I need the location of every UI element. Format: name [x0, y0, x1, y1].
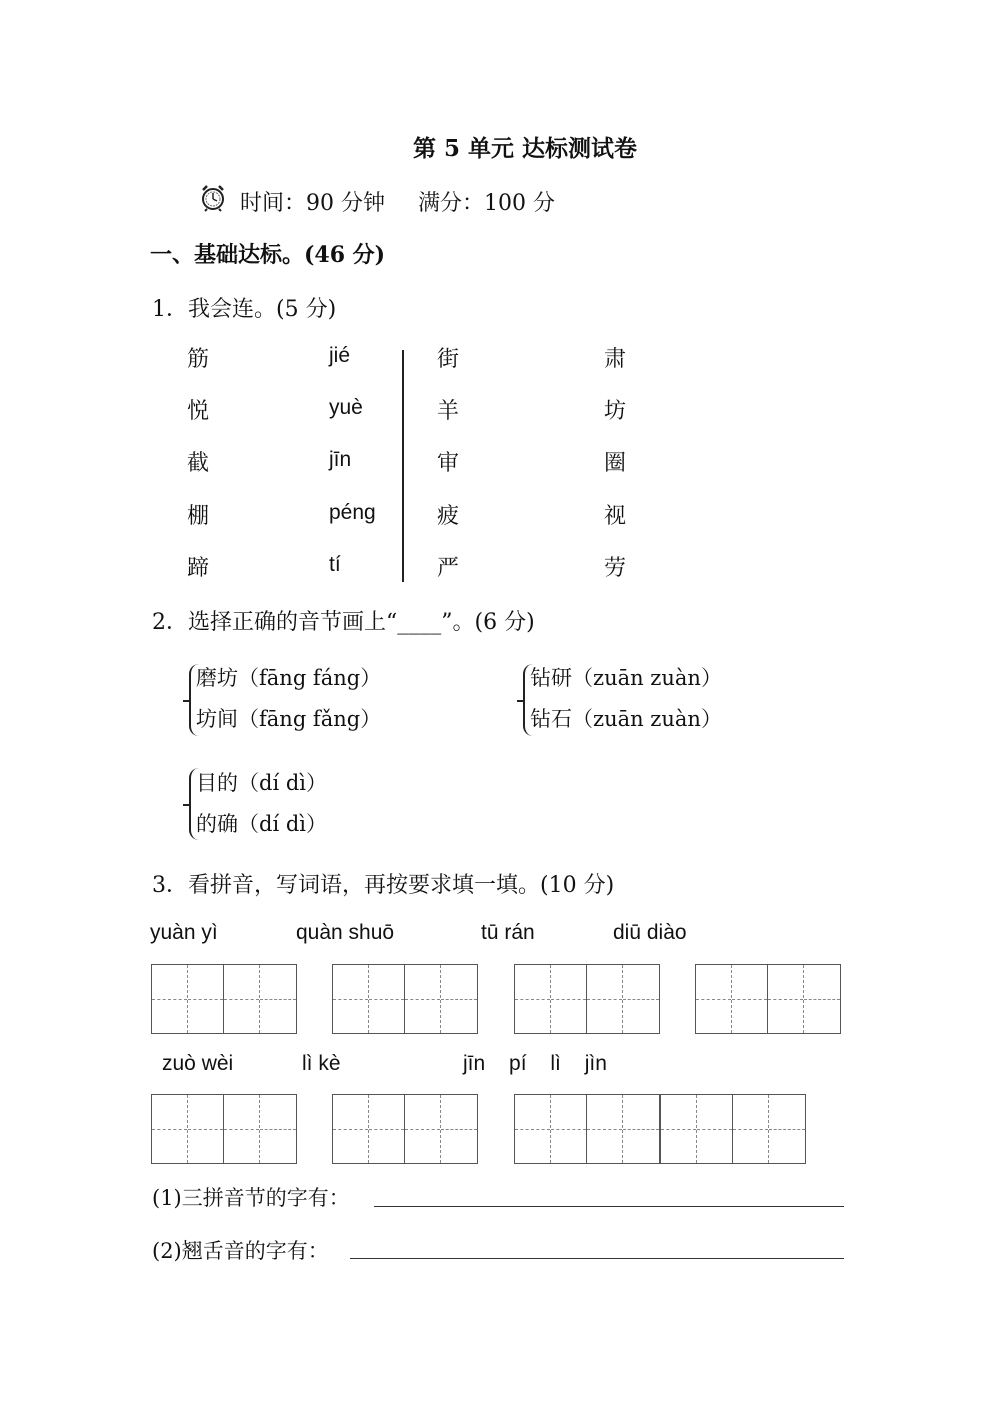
question-2-label: 2．选择正确的音节画上“____”。(6 分)	[152, 610, 535, 635]
pinyin-choice: 的确（dí dì）	[196, 812, 327, 836]
exam-meta	[240, 186, 581, 217]
match-pinyin: péng	[329, 501, 376, 524]
match-right-char: 街	[437, 347, 460, 372]
word-pinyin: tū rán	[481, 921, 535, 944]
answer-line-2[interactable]	[350, 1258, 844, 1259]
match-pinyin: jīn	[329, 448, 352, 471]
writing-grid[interactable]	[695, 964, 841, 1034]
pinyin-choice: 目的（dí dì）	[196, 771, 327, 795]
match-pinyin: yuè	[329, 396, 363, 419]
question-3-label: 3．看拼音，写词语，再按要求填一填。(10 分)	[152, 873, 615, 898]
match-left-char: 悦	[187, 399, 210, 424]
fill-in-label-2: (2)翘舌音的字有：	[152, 1239, 329, 1263]
match-left-char: 棚	[187, 504, 210, 529]
word-pinyin: diū diào	[613, 921, 687, 944]
match-left-char: 筋	[187, 347, 210, 372]
match-left-char: 截	[187, 451, 210, 476]
pinyin-choice: 坊间（fāng fǎng）	[196, 707, 382, 731]
page-title: 第 5 单元 达标测试卷	[412, 135, 638, 162]
writing-grid[interactable]	[332, 1094, 478, 1164]
word-pinyin: zuò wèi	[162, 1052, 234, 1075]
match-left-char: 蹄	[187, 556, 210, 581]
match-pair-char: 劳	[604, 556, 627, 581]
match-pair-char: 圈	[604, 451, 627, 476]
column-divider	[402, 350, 404, 582]
writing-grid[interactable]	[151, 964, 297, 1034]
match-right-char: 羊	[437, 399, 460, 424]
exam-score: 满分：100 分	[418, 191, 555, 216]
writing-grid[interactable]	[514, 964, 660, 1034]
pinyin-choice: 钻研（zuān zuàn）	[530, 666, 722, 690]
fill-in-label-1: (1)三拼音节的字有：	[152, 1186, 350, 1210]
word-pinyin: quàn shuō	[296, 921, 395, 944]
section-heading: 一、基础达标。(46 分)	[150, 242, 386, 268]
pinyin-choice: 磨坊（fāng fáng）	[196, 666, 382, 690]
exam-time: 时间：90 分钟	[240, 191, 385, 216]
writing-grid[interactable]	[332, 964, 478, 1034]
match-right-char: 审	[437, 451, 460, 476]
word-pinyin: jīn pí lì jìn	[463, 1052, 607, 1075]
match-pair-char: 视	[604, 504, 627, 529]
alarm-clock-icon	[198, 182, 228, 212]
writing-grid[interactable]	[514, 1094, 660, 1164]
word-pinyin: yuàn yì	[150, 921, 218, 944]
match-pinyin: tí	[329, 553, 341, 576]
match-pinyin: jié	[329, 344, 351, 367]
question-1-label: 1．我会连。(5 分)	[152, 297, 337, 322]
writing-grid[interactable]	[660, 1094, 806, 1164]
writing-grid[interactable]	[151, 1094, 297, 1164]
word-pinyin: lì kè	[302, 1052, 341, 1075]
match-right-char: 严	[437, 556, 460, 581]
match-right-char: 疲	[437, 504, 460, 529]
match-pair-char: 坊	[604, 399, 627, 424]
match-pair-char: 肃	[604, 347, 627, 372]
pinyin-choice: 钻石（zuān zuàn）	[530, 707, 722, 731]
answer-line-1[interactable]	[374, 1206, 844, 1207]
